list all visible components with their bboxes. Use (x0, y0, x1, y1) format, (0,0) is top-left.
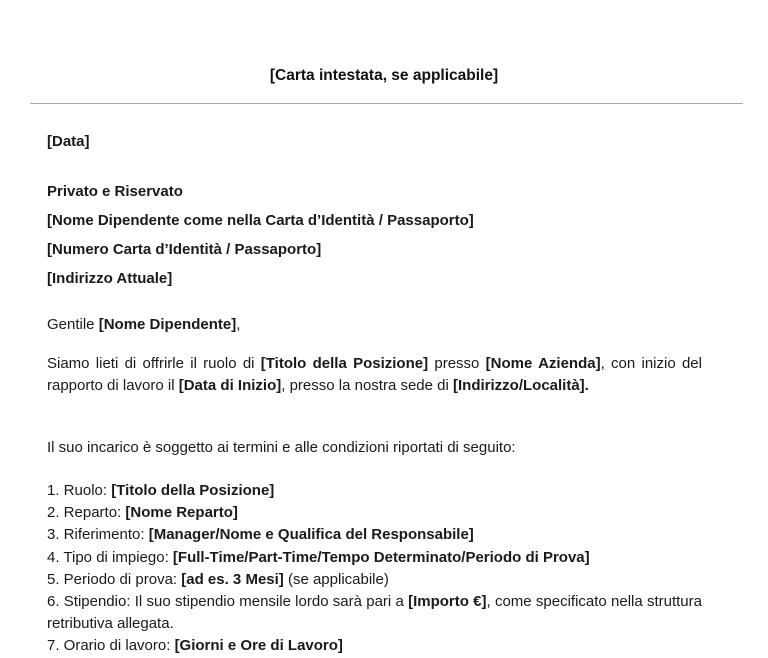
term-label: 5. Periodo di prova: (47, 570, 182, 588)
letter-date: [Data] (47, 133, 90, 150)
term-item (47, 635, 702, 657)
recipient-address: [Indirizzo Attuale] (47, 270, 173, 287)
term-item (47, 547, 702, 569)
offer-text: , presso la nostra sede di (281, 377, 453, 394)
term-value: [ad es. 3 Mesi] (181, 570, 284, 588)
term-value: [Full-Time/Part-Time/Tempo Determinato/Periodo di Prova] (172, 548, 590, 566)
term-item (47, 502, 702, 524)
confidential-label: Privato e Riservato (47, 183, 183, 200)
offer-start-date: [Data di Inizio] (178, 377, 282, 394)
offer-text: presso (428, 355, 486, 372)
term-value: [Manager/Nome e Qualifica del Responsabile] (148, 526, 474, 544)
recipient-id-number: [Numero Carta d’Identità / Passaporto] (47, 241, 322, 258)
recipient-block (47, 177, 702, 293)
term-value: [Titolo della Posizione] (111, 482, 275, 499)
term-label: 7. Orario di lavoro: (47, 637, 175, 655)
term-label: 2. Reparto: (47, 504, 126, 522)
term-item (47, 480, 702, 502)
greeting (47, 316, 702, 333)
letterhead: [Carta intestata, se applicabile] (269, 67, 499, 84)
greeting-prefix: Gentile (47, 316, 99, 333)
greeting-name: [Nome Dipendente] (98, 316, 237, 333)
terms-intro: Il suo incarico è soggetto ai termini e alle condizioni riportati di seguito: (47, 439, 516, 456)
greeting-suffix: , (236, 316, 241, 333)
term-item (47, 524, 702, 546)
term-value: [Importo €] (408, 593, 487, 611)
term-label: 3. Riferimento: (47, 526, 149, 544)
term-label: 4. Tipo di impiego: (47, 548, 173, 566)
term-after: , come specificato nella struttura retributiva allegata. (47, 593, 702, 633)
term-label: 1. Ruolo: (47, 482, 112, 499)
offer-location: [Indirizzo/Località]. (453, 377, 589, 394)
offer-paragraph (47, 353, 702, 397)
recipient-name: [Nome Dipendente come nella Carta d’Identità / Passaporto] (47, 212, 474, 229)
header-divider (30, 103, 743, 104)
term-label: 6. Stipendio: Il suo stipendio mensile lordo sarà pari a (47, 593, 409, 611)
term-item (47, 569, 702, 591)
offer-company: [Nome Azienda] (485, 355, 601, 372)
term-after: (se applicabile) (283, 570, 389, 588)
offer-text: , con inizio del rapporto di lavoro il (47, 355, 702, 394)
offer-position: [Titolo della Posizione] (260, 355, 429, 372)
term-value: [Nome Reparto] (125, 504, 238, 522)
terms-list (47, 480, 702, 658)
offer-text: Siamo lieti di offrirle il ruolo di (47, 355, 261, 372)
term-value: [Giorni e Ore di Lavoro] (174, 637, 343, 655)
term-item (47, 591, 702, 635)
